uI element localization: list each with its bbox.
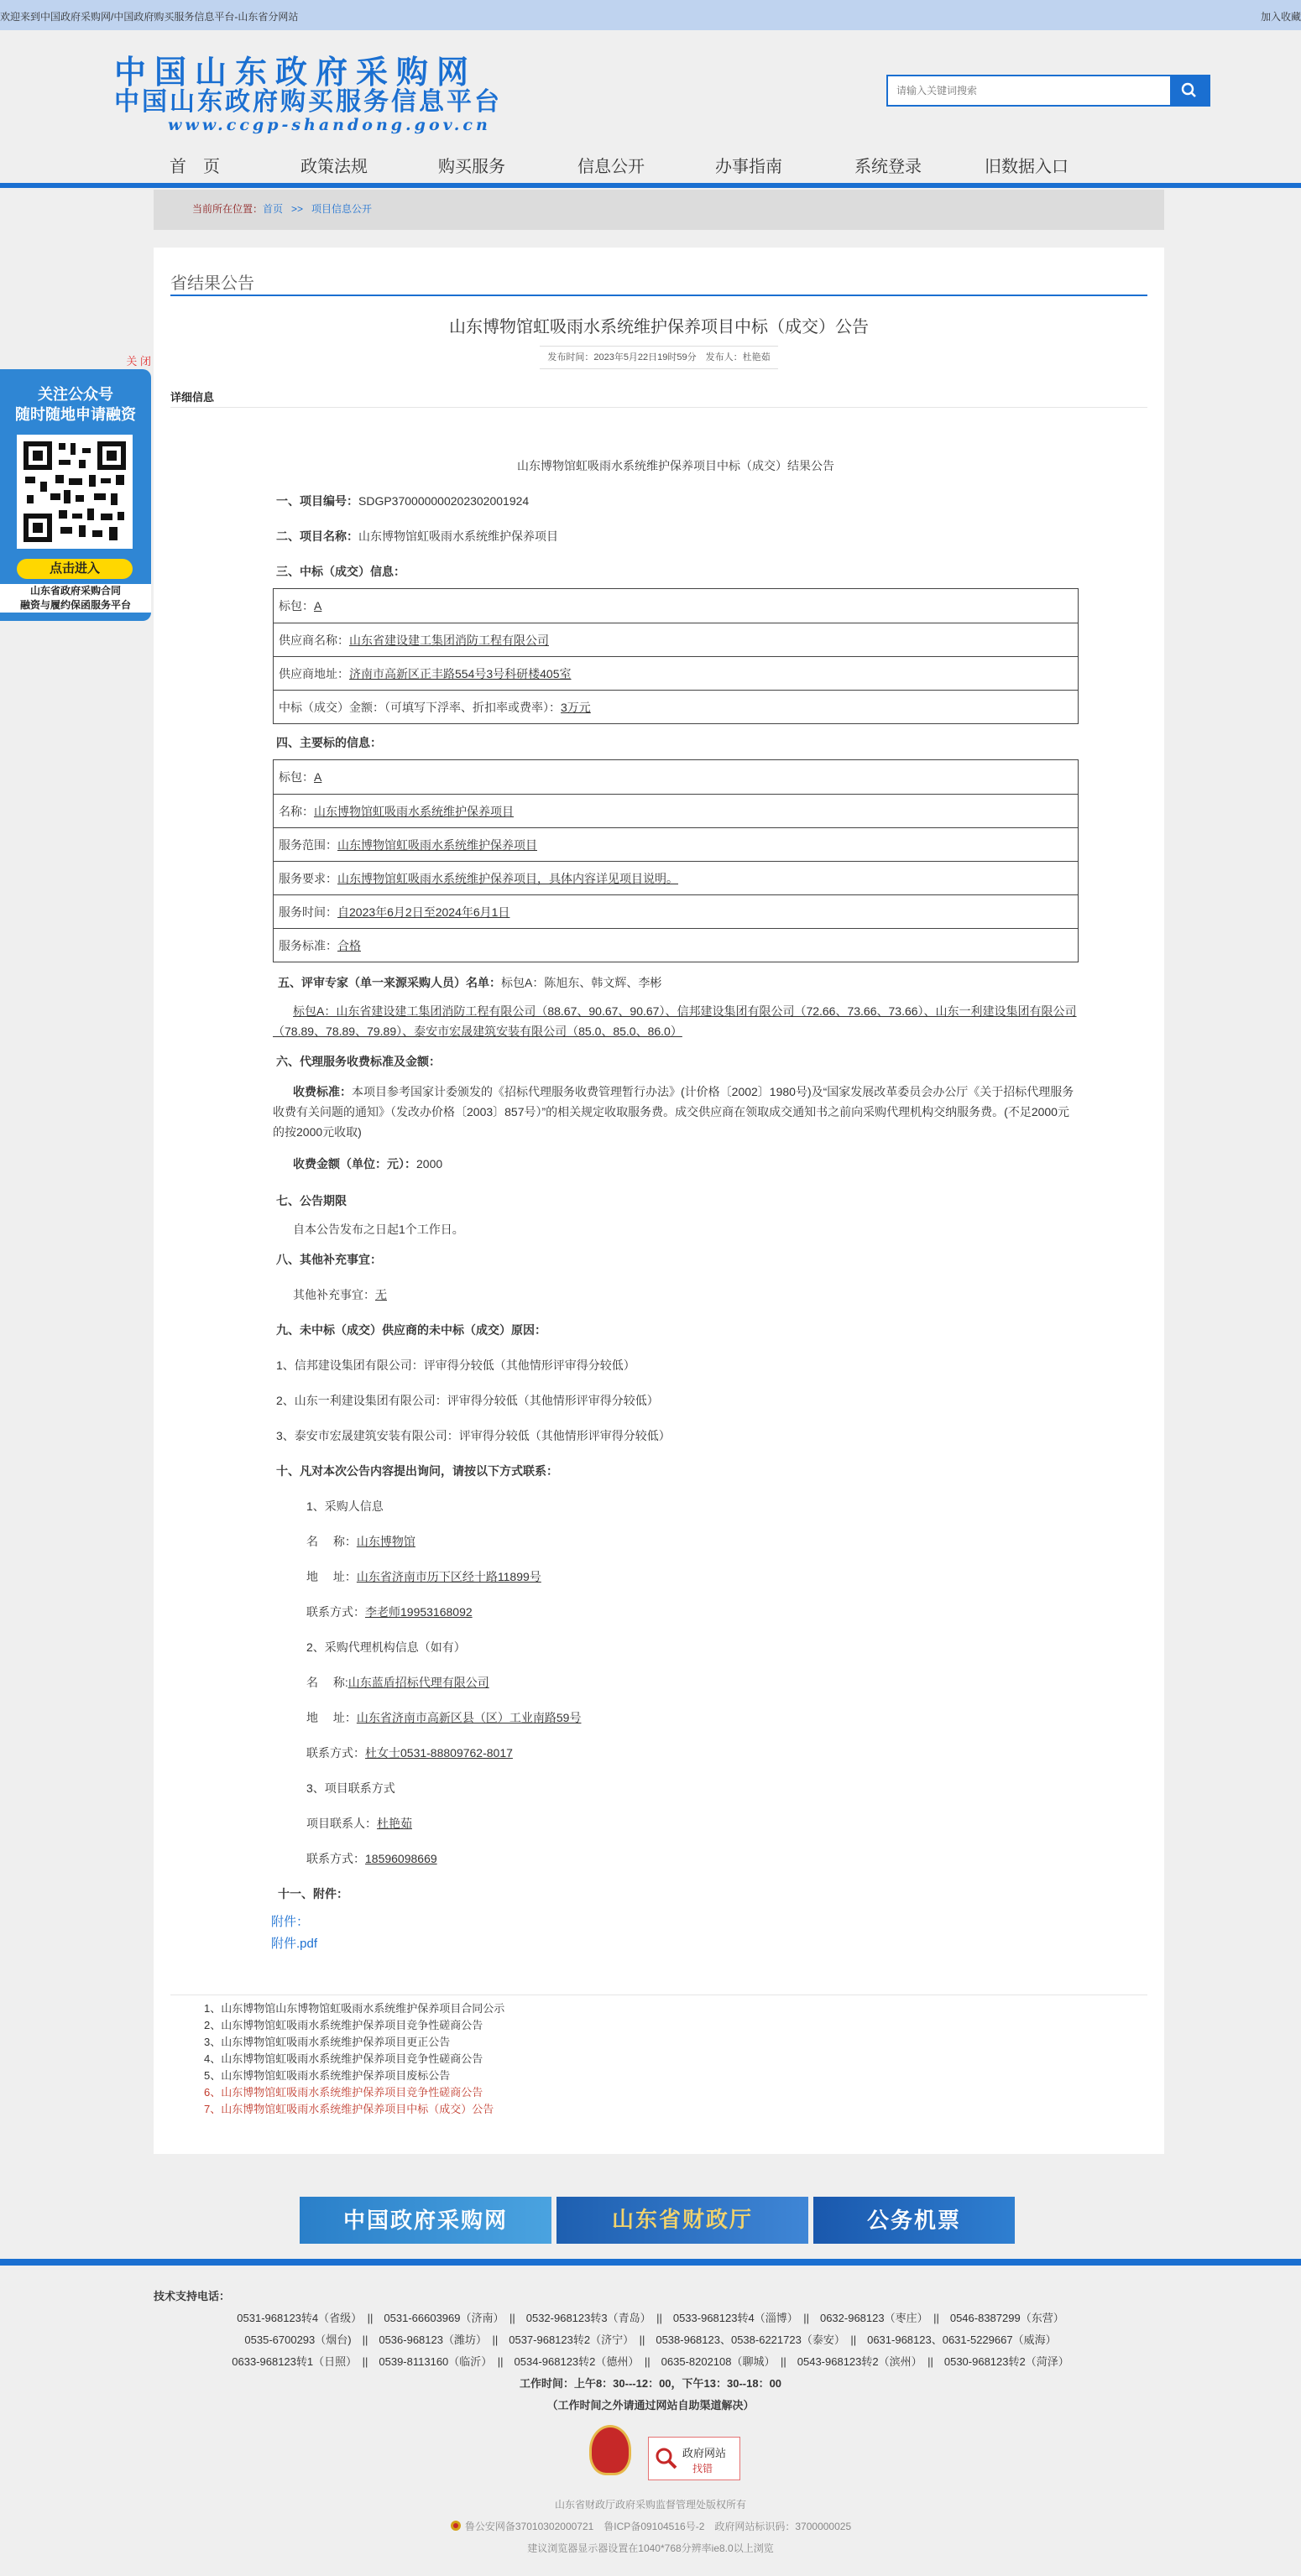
purchaser-contact: 联系方式：李老师19953168092 xyxy=(306,1605,473,1619)
table-row: 供应商名称：山东省建设建工集团消防工程有限公司 xyxy=(274,623,1078,656)
main-items-table xyxy=(273,759,1079,962)
purchaser-info-title: 1、采购人信息 xyxy=(306,1499,384,1513)
breadcrumb-separator: >> xyxy=(291,203,304,215)
panel-title-underline xyxy=(170,295,1147,296)
table-row: 标包：A xyxy=(279,770,322,784)
footer-phones-row-1: 0531-968123转4（省级） || 0531-66603969（济南） || 0532-968123转3（青岛） || 0533-968123转4（淄博） || 0632-968123（枣庄） || 0546-8387299（东营） xyxy=(237,2312,1064,2324)
article-subtitle: 山东博物馆虹吸雨水系统维护保养项目中标（成交）结果公告 xyxy=(517,459,834,472)
footer-top-line xyxy=(0,2259,1301,2266)
table-row: 名称：山东博物馆虹吸雨水系统维护保养项目 xyxy=(274,794,1078,827)
nav-purchase-service[interactable]: 购买服务 xyxy=(438,158,505,176)
gov-site-label: 政府网站 xyxy=(682,2447,727,2459)
nav-underline xyxy=(0,183,1301,188)
list-item: 2、山东一利建设集团有限公司：评审得分较低（其他情形评审得分较低） xyxy=(276,1394,659,1407)
project-contact-phone: 联系方式：18596098669 xyxy=(306,1852,437,1865)
project-number-value: SDGP370000000202302001924 xyxy=(358,494,530,508)
related-link[interactable]: 3、山东博物馆虹吸雨水系统维护保养项目更正公告 xyxy=(204,2036,451,2048)
related-link[interactable]: 2、山东博物馆虹吸雨水系统维护保养项目竞争性磋商公告 xyxy=(204,2019,483,2031)
notice-period-text: 自本公告发布之日起1个工作日。 xyxy=(293,1223,464,1236)
award-info-table xyxy=(273,588,1079,724)
list-item: 1、信邦建设集团有限公司：评审得分较低（其他情形评审得分较低） xyxy=(276,1358,635,1372)
gov-site-error-button[interactable] xyxy=(648,2437,740,2480)
project-contact-title: 3、项目联系方式 xyxy=(306,1781,395,1795)
attachment-pdf-link[interactable]: 附件.pdf xyxy=(271,1937,318,1951)
banner-ccgp[interactable]: 中国政府采购网 xyxy=(300,2197,551,2244)
attachment-label: 附件： xyxy=(271,1915,310,1929)
logo-line-2: 中国山东政府购买服务信息平台 xyxy=(114,87,502,117)
nav-guide[interactable]: 办事指南 xyxy=(715,158,782,176)
site-logo[interactable] xyxy=(114,55,551,133)
table-row: 供应商地址：济南市高新区正丰路554号3号科研楼405室 xyxy=(274,656,1078,690)
table-row: 服务要求：山东博物馆虹吸雨水系统维护保养项目，具体内容详见项目说明。 xyxy=(274,861,1078,894)
footer-icp: 鲁公安网备37010302000721 鲁ICP备09104516号-2 政府网站标识码：3700000025 xyxy=(0,2519,1301,2533)
agency-fee-standard: 收费标准：本项目参考国家计委颁发的《招标代理服务收费管理暂行办法》(计价格〔2002〕1980号)及“国家发展改革委员会办公厅《关于招标代理服务收费有关问题的通知》（发改办价格〔2003〕857号）”的相关规定收取服务费。成交供应商在领取成交通知书之前向采购代理机构交纳服务费。(不足2000元的按2000元收取) xyxy=(273,1085,1074,1139)
footer-phones-row-2: 0535-6700293（烟台) || 0536-968123（潍坊） || 0537-968123转2（济宁） || 0538-968123、0538-6221723（泰安） || 0631-968123、0631-5229667（威海） xyxy=(244,2334,1057,2346)
footer-tech-label: 技术支持电话： xyxy=(154,2290,231,2302)
add-favorite-link[interactable]: 加入收藏 xyxy=(1260,11,1301,23)
related-link[interactable]: 5、山东博物馆虹吸雨水系统维护保养项目废标公告 xyxy=(204,2069,451,2082)
qr-code-icon xyxy=(17,435,133,549)
banner-finance-dept[interactable]: 山东省财政厅 xyxy=(556,2197,808,2244)
article-title: 山东博物馆虹吸雨水系统维护保养项目中标（成交）公告 xyxy=(449,318,869,336)
search-button[interactable] xyxy=(1170,76,1209,105)
content-panel xyxy=(154,248,1164,2154)
section-attachments: 十一、附件： xyxy=(278,1887,348,1901)
breadcrumb-current[interactable]: 项目信息公开 xyxy=(311,203,373,215)
breadcrumb-home[interactable]: 首页 xyxy=(263,203,284,215)
nav-policy[interactable]: 政策法规 xyxy=(300,158,368,176)
table-row: 服务时间：自2023年6月2日至2024年6月1日 xyxy=(274,894,1078,928)
footer-copyright: 山东省财政厅政府采购监督管理处版权所有 xyxy=(554,2499,746,2511)
other-matters-text: 其他补充事宜：无 xyxy=(293,1288,387,1301)
float-footer: 山东省政府采购合同 融资与履约保函服务平台 xyxy=(0,584,151,613)
experts-label: 五、评审专家（单一来源采购人员）名单： xyxy=(278,976,501,989)
section-experts xyxy=(278,974,661,991)
list-item: 3、泰安市宏晟建筑安装有限公司：评审得分较低（其他情形评审得分较低） xyxy=(276,1429,671,1442)
nav-info-public[interactable]: 信息公开 xyxy=(577,158,645,176)
police-badge-icon xyxy=(450,2520,462,2532)
breadcrumb-label: 当前所在位置： xyxy=(192,203,264,215)
magnifier-icon xyxy=(654,2446,679,2471)
nav-old-data[interactable]: 旧数据入口 xyxy=(985,158,1068,176)
related-link[interactable]: 1、山东博物馆山东博物馆虹吸雨水系统维护保养项目合同公示 xyxy=(204,2002,505,2015)
related-link[interactable]: 7、山东博物馆虹吸雨水系统维护保养项目中标（成交）公告 xyxy=(204,2103,494,2115)
experts-value: 标包A：陈旭东、韩文辉、李彬 xyxy=(501,976,662,989)
section-award-info: 三、中标（成交）信息： xyxy=(276,565,405,578)
nav-login[interactable]: 系统登录 xyxy=(854,158,922,176)
footer-hours: 工作时间：上午8：30---12：00，下午13：30--18：00 xyxy=(519,2377,782,2390)
project-contact-person: 项目联系人：杜艳茹 xyxy=(306,1817,412,1830)
detail-divider xyxy=(170,407,1147,408)
main-nav xyxy=(0,144,1301,185)
project-number-label: 一、项目编号： xyxy=(276,494,358,508)
project-name-label: 二、项目名称： xyxy=(276,529,358,543)
search-input[interactable] xyxy=(888,76,1170,105)
nav-home[interactable]: 首 页 xyxy=(170,158,220,176)
logo-url: www.ccgp-shandong.gov.cn xyxy=(168,116,491,134)
footer-browser-note: 建议浏览器显示器设置在1040*768分辨率ie8.0以上浏览 xyxy=(527,2542,774,2554)
table-row: 服务标准：合格 xyxy=(274,928,1078,962)
wechat-float-ad xyxy=(0,355,151,621)
table-row: 标包：A xyxy=(279,599,322,613)
logo-line-1: 中国山东政府采购网 xyxy=(114,53,478,91)
section-project-name xyxy=(276,528,558,545)
find-error-label: 找错 xyxy=(692,2463,713,2474)
section-unsuccessful-reasons: 九、未中标（成交）供应商的未中标（成交）原因： xyxy=(276,1323,546,1337)
experts-scores: 标包A：山东省建设建工集团消防工程有限公司（88.67、90.67、90.67）、信邦建设集团有限公司（72.66、73.66、73.66）、山东一利建设集团有限公司（78.89、78.89、79.89）、泰安市宏晟建筑安装有限公司（85.0、85.0、86.0） xyxy=(273,1004,1077,1038)
section-notice-period: 七、公告期限 xyxy=(276,1194,347,1207)
footer-hours-note: （工作时间之外请通过网站自助渠道解决） xyxy=(546,2399,755,2412)
top-bar xyxy=(0,0,1301,30)
float-close-button[interactable]: 关 闭 xyxy=(126,355,151,368)
section-agency-fee: 六、代理服务收费标准及金额： xyxy=(276,1055,441,1068)
party-emblem-icon[interactable] xyxy=(589,2425,631,2475)
breadcrumb xyxy=(154,190,1164,230)
footer-phones-row-3: 0633-968123转1（日照） || 0539-8113160（临沂） || 0534-968123转2（德州） || 0635-8202108（聊城） || 0543-968123转2（滨州） || 0530-968123转2（菏泽） xyxy=(232,2355,1069,2368)
table-row: 服务范围：山东博物馆虹吸雨水系统维护保养项目 xyxy=(274,827,1078,861)
detail-label: 详细信息 xyxy=(170,391,215,404)
float-enter-button[interactable]: 点击进入 xyxy=(17,559,133,579)
banner-official-tickets[interactable]: 公务机票 xyxy=(813,2197,1015,2244)
table-row: 中标（成交）金额：（可填写下浮率、折扣率或费率）：3万元 xyxy=(274,690,1078,723)
related-link[interactable]: 4、山东博物馆虹吸雨水系统维护保养项目竞争性磋商公告 xyxy=(204,2052,483,2065)
agency-name: 名 称:山东蓝盾招标代理有限公司 xyxy=(306,1676,489,1689)
agency-info-title: 2、采购代理机构信息（如有） xyxy=(306,1640,466,1654)
section-contact: 十、凡对本次公告内容提出询问，请按以下方式联系： xyxy=(276,1464,558,1478)
search-box xyxy=(886,75,1210,107)
purchaser-name: 名 称：山东博物馆 xyxy=(306,1535,415,1548)
project-name-value: 山东博物馆虹吸雨水系统维护保养项目 xyxy=(358,529,558,543)
search-icon xyxy=(1170,76,1209,105)
section-other-matters: 八、其他补充事宜： xyxy=(276,1253,382,1266)
related-link[interactable]: 6、山东博物馆虹吸雨水系统维护保养项目竞争性磋商公告 xyxy=(204,2086,483,2099)
section-main-items: 四、主要标的信息： xyxy=(276,736,382,749)
agency-contact: 联系方式：杜女士0531-88809762-8017 xyxy=(306,1746,513,1760)
article-meta: 发布时间：2023年5月22日19时59分 发布人：杜艳茹 xyxy=(540,346,778,369)
agency-fee-amount: 收费金额（单位：元）：2000 xyxy=(293,1157,443,1171)
agency-address: 地 址：山东省济南市高新区县（区）工业南路59号 xyxy=(306,1711,582,1724)
purchaser-address: 地 址：山东省济南市历下区经十路11899号 xyxy=(306,1570,541,1583)
float-heading: 关注公众号 随时随地申请融资 xyxy=(15,386,136,423)
section-project-number xyxy=(276,493,529,509)
welcome-text: 欢迎来到中国政府采购网/中国政府购买服务信息平台-山东省分网站 xyxy=(0,11,299,23)
panel-category-title: 省结果公告 xyxy=(170,274,254,293)
